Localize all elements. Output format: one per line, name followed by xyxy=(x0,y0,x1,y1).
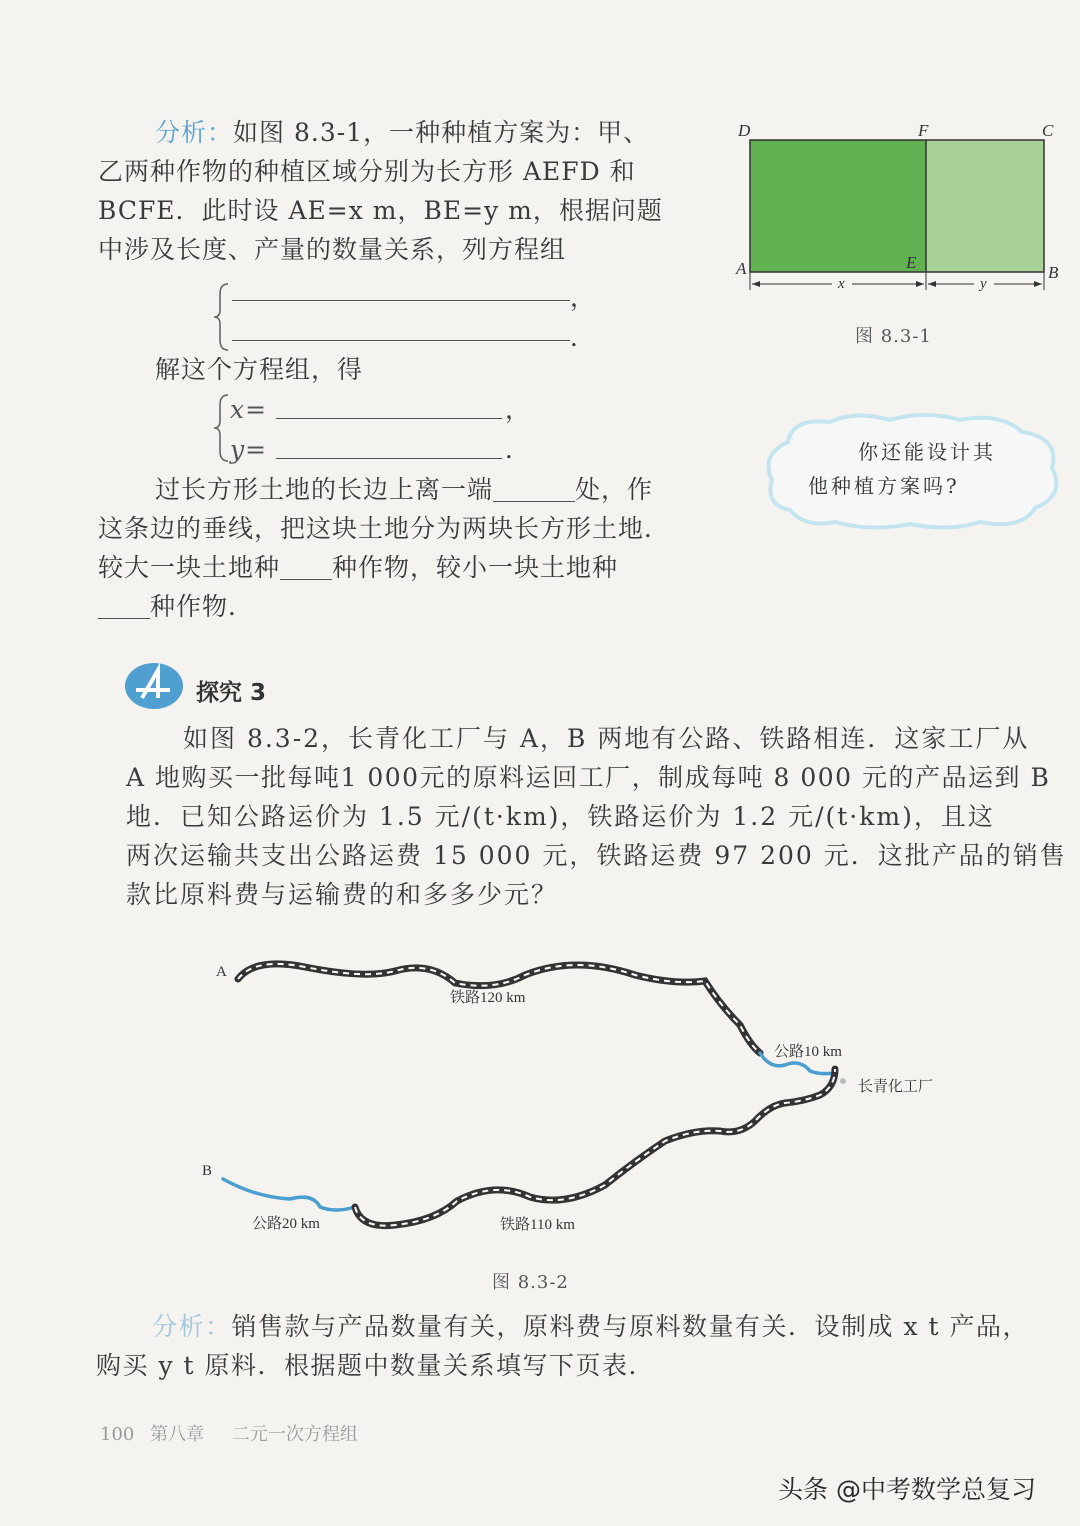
railway-top xyxy=(238,964,760,1053)
brace-icon xyxy=(212,393,232,463)
x-answer-blank[interactable] xyxy=(276,418,502,419)
brace-icon xyxy=(212,282,232,352)
y-equals-label: y= xyxy=(230,435,268,464)
analysis-text: 如图 8.3-1，一种种植方案为：甲、 xyxy=(233,118,650,147)
x-equals-label: x= xyxy=(230,395,268,424)
y-period: ． xyxy=(505,435,532,464)
explore-line-2: A 地购买一批每吨1 000元的原料运回工厂，制成每吨 8 000 元的产品运到 B xyxy=(126,763,1051,792)
label-D: D xyxy=(738,121,751,140)
label-A: A xyxy=(736,259,747,278)
map-label-B: B xyxy=(202,1163,213,1179)
y-answer-blank[interactable] xyxy=(276,458,502,459)
analysis-line-1 xyxy=(155,113,649,152)
crop-blank-2[interactable] xyxy=(98,594,150,619)
label-F: F xyxy=(918,121,929,140)
chapter-title: 二元一次方程组 xyxy=(231,1424,358,1445)
analysis-line-2: 乙两种作物的种植区域分别为长方形 AEFD 和 xyxy=(98,157,636,186)
railway-bottom xyxy=(355,1069,835,1226)
map-label-A: A xyxy=(216,964,227,980)
analysis2-label: 分析： xyxy=(152,1312,232,1341)
analysis-line-4: 中涉及长度、产量的数量关系，列方程组 xyxy=(98,235,567,264)
analysis-line-3: BCFE．此时设 AE=x m，BE=y m，根据问题 xyxy=(98,196,663,225)
equation-blank-1[interactable] xyxy=(232,300,570,301)
fill-text: 种作物． xyxy=(150,592,255,621)
factory-marker xyxy=(840,1078,846,1084)
equation-blank-2[interactable] xyxy=(232,340,570,341)
analysis2-text: 销售款与产品数量有关，原料费与原料数量有关．设制成 x t 产品， xyxy=(231,1312,1030,1341)
equation-period: ． xyxy=(570,323,597,352)
solve-text: 解这个方程组，得 xyxy=(155,355,364,384)
chapter-label: 第八章 xyxy=(150,1424,205,1445)
label-B: B xyxy=(1048,263,1059,282)
figure-8-3-1-caption: 图 8.3-1 xyxy=(855,326,932,347)
fill-text: 种作物，较小一块土地种 xyxy=(332,553,619,582)
figure-8-3-2-caption: 图 8.3-2 xyxy=(492,1272,569,1293)
fill-text: 处，作 xyxy=(575,475,654,504)
cloud-line-1: 你还能设计其 xyxy=(858,440,996,464)
distance-blank[interactable] xyxy=(493,477,575,502)
crop-blank-1[interactable] xyxy=(280,555,332,580)
page-footer xyxy=(100,1420,358,1446)
label-railway-120: 铁路120 km xyxy=(450,990,526,1006)
watermark: 头条 @中考数学总复习 xyxy=(778,1475,1036,1504)
explore-title: 探究 3 xyxy=(196,680,267,706)
explore-line-5: 款比原料费与运输费的和多多少元？ xyxy=(126,880,559,909)
railway-top-ties xyxy=(238,964,760,1053)
explore-icon xyxy=(124,660,186,710)
fill-line-1 xyxy=(155,470,653,509)
fill-line-2: 这条边的垂线，把这块土地分为两块长方形土地． xyxy=(98,514,671,543)
explore-line-4: 两次运输共支出公路运费 15 000 元，铁路运费 97 200 元．这批产品的销售 xyxy=(126,841,1067,870)
analysis2-line-1 xyxy=(152,1307,1029,1346)
figure-8-3-1 xyxy=(730,118,1070,303)
region-aefd xyxy=(750,140,926,272)
road-bottom xyxy=(223,1179,355,1210)
label-factory: 长青化工厂 xyxy=(858,1079,934,1095)
region-bcfe xyxy=(926,140,1044,272)
analysis2-line-2: 购买 y t 原料．根据题中数量关系填写下页表． xyxy=(96,1351,656,1380)
railway-bottom-ties xyxy=(355,1069,835,1226)
explore-line-1: 如图 8.3-2，长青化工厂与 A，B 两地有公路、铁路相连．这家工厂从 xyxy=(183,724,1030,753)
fill-line-4 xyxy=(98,587,254,626)
label-road-20: 公路20 km xyxy=(252,1216,320,1232)
analysis-label: 分析： xyxy=(155,118,234,147)
label-C: C xyxy=(1042,121,1054,140)
fill-text: 较大一块土地种 xyxy=(98,553,281,582)
fill-text: 过长方形土地的长边上离一端 xyxy=(155,475,494,504)
label-x: x xyxy=(838,276,845,292)
equation-comma: ， xyxy=(570,283,597,312)
fill-line-3 xyxy=(98,548,618,587)
page-number: 100 xyxy=(100,1424,135,1445)
label-E: E xyxy=(906,253,917,272)
label-road-10: 公路10 km xyxy=(774,1044,842,1060)
cloud-line-2: 他种植方案吗? xyxy=(808,474,960,498)
explore-line-3: 地．已知公路运价为 1.5 元/(t·km)，铁路运价为 1.2 元/(t·km)，且这 xyxy=(126,802,995,831)
label-y: y xyxy=(980,276,987,292)
x-comma: ， xyxy=(505,395,532,424)
label-railway-110: 铁路110 km xyxy=(500,1217,575,1233)
